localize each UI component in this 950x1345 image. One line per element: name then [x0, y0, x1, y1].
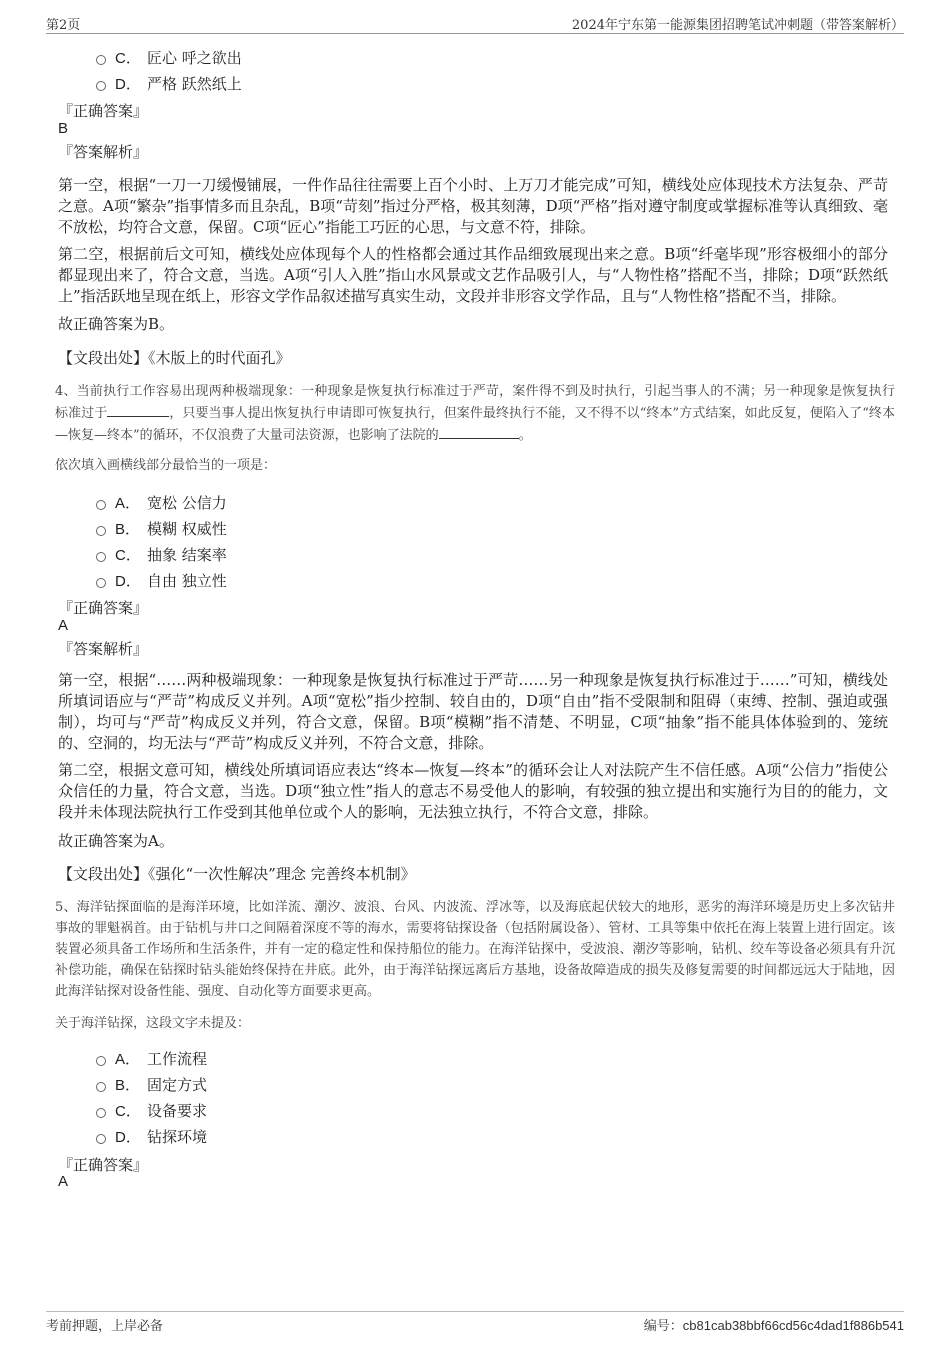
radio-icon[interactable]	[96, 1082, 106, 1092]
q5-stem: 5、海洋钻探面临的是海洋环境，比如洋流、潮汐、波浪、台风、内波流、浮冰等，以及海底起伏较大的地形，恶劣的海洋环境是历史上多次钻井事故的罪魁祸首。由于钻机与井口之间隔着深度不等的海水，需要将钻探设备（包括附属设备）、管材、工具等集中依托在海上装置上进行固定。该装置必须具备工作场所和生活条件，并有一定的稳定性和保持船位的能力。在海洋钻探中，受波浪、潮汐等影响，钻机、绞车等设备必须具有升沉补偿功能，确保在钻探时钻头能始终保持在井底。此外，由于海洋钻探远离后方基地，设备故障造成的损失及修复需要的时间都远远大于陆地，因此海洋钻探对设备性能、强度、自动化等方面要求更高。	[55, 900, 895, 999]
q5-answer-label: 『正确答案』	[58, 1156, 149, 1174]
q5-answer: A	[58, 1173, 69, 1190]
q4-answer: A	[58, 617, 69, 634]
q4-analysis-p2: 第二空，根据文意可知，横线处所填词语应表达“终本—恢复—终本”的循环会让人对法院产生不信任感。A项“公信力”指使公众信任的力量，符合文意，当选。D项“独立性”指人的意志不易受他人的影响，有较强的独立提出和实施行为目的的能力，文段并未体现法院执行工作受到其他单位或个人的影响，无法独立执行，不符合文意，排除。	[58, 761, 888, 821]
radio-icon[interactable]	[96, 55, 106, 65]
q3-analysis-p1: 第一空，根据“一刀一刀缓慢铺展，一件作品往往需要上百个小时、上万刀才能完成”可知，横线处应体现技术方法复杂、严苛之意。A项“繁杂”指事情多而且杂乱，B项“苛刻”指过分严格，极其刻薄，D项“严格”指对遵守制度或掌握标准等认真细致、毫不放松，均符合文意，保留。C项“匠心”指能工巧匠的心思，与文意不符，排除。	[58, 176, 888, 236]
document-title: 2024年宁东第一能源集团招聘笔试冲刺题（带答案解析）	[571, 18, 904, 33]
radio-icon[interactable]	[96, 552, 106, 562]
q4-option-c[interactable]: C． 抽象 结案率	[96, 544, 227, 565]
page-number: 第2页	[46, 18, 81, 33]
q3-answer: B	[58, 120, 69, 137]
q4-analysis-p1: 第一空，根据“……两种极端现象：一种现象是恢复执行标准过于严苛……另一种现象是恢复执行标准过于……”可知，横线处所填词语应与“严苛”构成反义并列。A项“宽松”指少控制、较自由的，D项“自由”指不受限制和阻碍（束缚、控制、强迫或强制），均可与“严苛”构成反义并列，符合文意，保留。B项“模糊”指不清楚、不明显，C项“抽象”指不能具体体验到的、笼统的、空洞的，均无法与“严苛”构成反义并列，不符合文意，排除。	[58, 671, 888, 752]
q5-option-b[interactable]: B． 固定方式	[96, 1074, 207, 1095]
q4-option-d[interactable]: D． 自由 独立性	[96, 570, 227, 591]
footer-slogan: 考前押题，上岸必备	[46, 1319, 164, 1334]
radio-icon[interactable]	[96, 578, 106, 588]
q3-option-c[interactable]: C． 匠心 呼之欲出	[96, 47, 242, 68]
radio-icon[interactable]	[96, 1134, 106, 1144]
blank-1	[107, 402, 169, 417]
radio-icon[interactable]	[96, 500, 106, 510]
radio-icon[interactable]	[96, 81, 106, 91]
q5-option-a[interactable]: A． 工作流程	[96, 1048, 207, 1069]
q4-prompt: 依次填入画横线部分最恰当的一项是：	[55, 458, 277, 473]
blank-2	[439, 424, 519, 439]
q3-source: 【文段出处】《木版上的时代面孔》	[58, 349, 291, 367]
page-header	[46, 14, 904, 34]
page-footer	[46, 1311, 904, 1334]
q4-option-a[interactable]: A． 宽松 公信力	[96, 492, 227, 513]
q3-analysis-label: 『答案解析』	[58, 143, 149, 161]
document-code: 编号：cb81cab38bbf66cd56c4dad1f886b541	[643, 1318, 904, 1334]
radio-icon[interactable]	[96, 1108, 106, 1118]
q5-option-d[interactable]: D． 钻探环境	[96, 1126, 207, 1147]
q3-analysis-p3: 故正确答案为B。	[58, 315, 175, 333]
q5-prompt: 关于海洋钻探，这段文字未提及：	[55, 1016, 251, 1031]
q3-answer-label: 『正确答案』	[58, 102, 149, 120]
q4-analysis-p3: 故正确答案为A。	[58, 832, 174, 850]
radio-icon[interactable]	[96, 526, 106, 536]
q4-stem: 4、当前执行工作容易出现两种极端现象：一种现象是恢复执行标准过于严苛，案件得不到及时执行，引起当事人的不满；另一种现象是恢复执行标准过于 ，只要当事人提出恢复执行申请即可恢复执行，但案件最终执行不能，又不得不以“终本”方式结案，如此反复，便陷入了“终本—恢复—终本”的循环，不仅浪费了大量司法资源，也影响了法院的 。	[55, 384, 895, 443]
q4-option-b[interactable]: B． 模糊 权威性	[96, 518, 227, 539]
q4-answer-label: 『正确答案』	[58, 599, 149, 617]
radio-icon[interactable]	[96, 1056, 106, 1066]
q5-option-c[interactable]: C． 设备要求	[96, 1100, 207, 1121]
q3-analysis-p2: 第二空，根据前后文可知，横线处应体现每个人的性格都会通过其作品细致展现出来之意。B项“纤毫毕现”形容极细小的部分都显现出来了，符合文意，当选。A项“引人入胜”指山水风景或文艺作品吸引人，与“人物性格”搭配不当，排除；D项“跃然纸上”指活跃地呈现在纸上，形容文学作品叙述描写真实生动，文段并非形容文学作品，且与“人物性格”搭配不当，排除。	[58, 245, 888, 305]
q4-analysis-label: 『答案解析』	[58, 640, 149, 658]
q3-option-d[interactable]: D． 严格 跃然纸上	[96, 73, 242, 94]
q4-source: 【文段出处】《强化“一次性解决”理念 完善终本机制》	[58, 865, 416, 883]
